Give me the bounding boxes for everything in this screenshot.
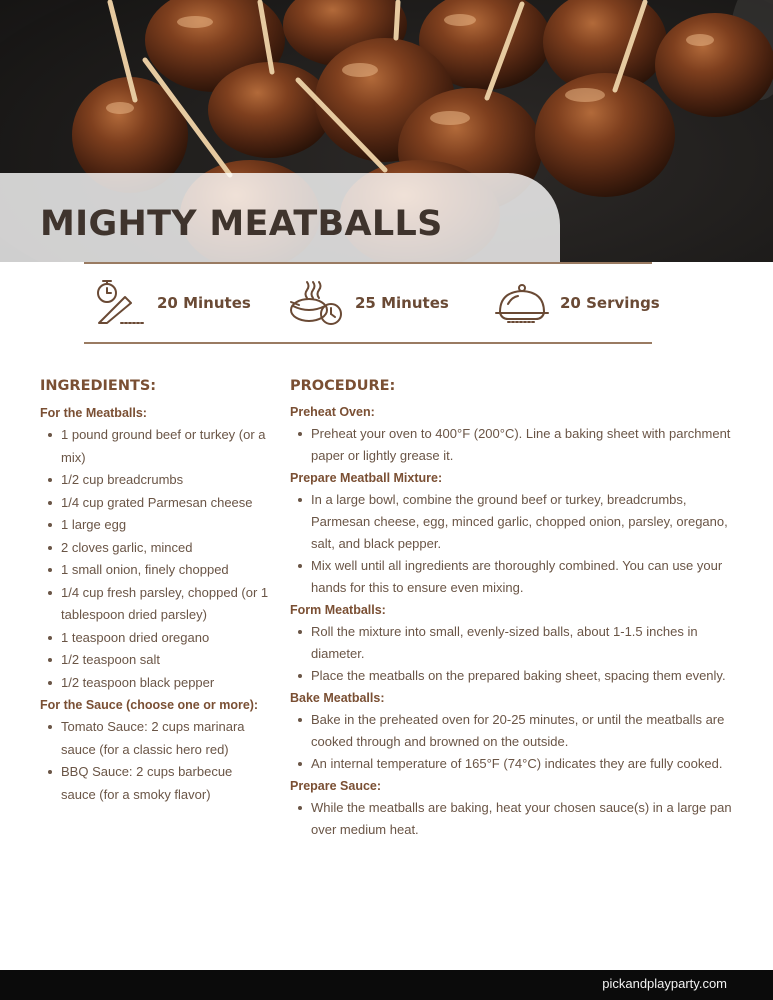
list-item: 1/4 cup fresh parsley, chopped (or 1 tablespoon dried parsley) (40, 582, 270, 627)
ingredients-section (40, 376, 270, 806)
step-heading-preheat: Preheat Oven: (290, 405, 375, 419)
cloche-icon (494, 278, 550, 328)
list-item: 1/2 cup breadcrumbs (40, 469, 270, 492)
step-list-bake (290, 709, 740, 775)
ingredients-heading: INGREDIENTS: (40, 378, 157, 394)
footer-website-link[interactable]: pickandplayparty.com (602, 976, 727, 991)
step-list-sauce (290, 797, 740, 841)
list-item: 1 small onion, finely chopped (40, 559, 270, 582)
cook-time-stat (289, 278, 449, 328)
list-item: BBQ Sauce: 2 cups barbecue sauce (for a smoky flavor) (40, 761, 270, 806)
stats-top-divider (84, 262, 652, 264)
step-heading-sauce: Prepare Sauce: (290, 779, 382, 793)
footer-bar (0, 970, 773, 1000)
servings-label: 20 Servings (560, 294, 660, 312)
timer-knife-icon (95, 278, 147, 328)
step-list-form (290, 621, 740, 687)
step-list-preheat (290, 423, 740, 467)
step-heading-bake: Bake Meatballs: (290, 691, 385, 705)
list-item: An internal temperature of 165°F (74°C) indicates they are fully cooked. (290, 753, 740, 775)
list-item: 1 large egg (40, 514, 270, 537)
list-item: Bake in the preheated oven for 20-25 minutes, or until the meatballs are cooked through and browned on the outside. (290, 709, 740, 753)
list-item: Place the meatballs on the prepared baking sheet, spacing them evenly. (290, 665, 740, 687)
meatball-ingredients-list (40, 424, 270, 694)
cook-time-label: 25 Minutes (355, 294, 449, 312)
recipe-title: MIGHTY MEATBALLS (40, 204, 443, 244)
stats-bottom-divider (84, 342, 652, 344)
servings-stat (494, 278, 660, 328)
list-item: Preheat your oven to 400°F (200°C). Line a baking sheet with parchment paper or lightly grease it. (290, 423, 740, 467)
step-list-mixture (290, 489, 740, 599)
list-item: Tomato Sauce: 2 cups marinara sauce (for a classic hero red) (40, 716, 270, 761)
procedure-section (290, 376, 740, 841)
sauce-ingredients-list (40, 716, 270, 806)
list-item: In a large bowl, combine the ground beef or turkey, breadcrumbs, Parmesan cheese, egg, minced garlic, chopped onion, parsley, oregano, salt, and black pepper. (290, 489, 740, 555)
list-item: 1/2 teaspoon black pepper (40, 672, 270, 695)
step-heading-form: Form Meatballs: (290, 603, 386, 617)
step-heading-mixture: Prepare Meatball Mixture: (290, 471, 443, 485)
pan-timer-icon (289, 278, 345, 328)
list-item: While the meatballs are baking, heat your chosen sauce(s) in a large pan over medium heat. (290, 797, 740, 841)
list-item: 1/4 cup grated Parmesan cheese (40, 492, 270, 515)
list-item: 1 teaspoon dried oregano (40, 627, 270, 650)
meatballs-subheading: For the Meatballs: (40, 406, 147, 420)
prep-time-label: 20 Minutes (157, 294, 251, 312)
prep-time-stat (95, 278, 251, 328)
sauce-subheading: For the Sauce (choose one or more): (40, 698, 259, 712)
procedure-heading: PROCEDURE: (290, 378, 396, 394)
list-item: Roll the mixture into small, evenly-sized balls, about 1-1.5 inches in diameter. (290, 621, 740, 665)
list-item: 1 pound ground beef or turkey (or a mix) (40, 424, 270, 469)
list-item: Mix well until all ingredients are thoroughly combined. You can use your hands for this to ensure even mixing. (290, 555, 740, 599)
list-item: 1/2 teaspoon salt (40, 649, 270, 672)
list-item: 2 cloves garlic, minced (40, 537, 270, 560)
